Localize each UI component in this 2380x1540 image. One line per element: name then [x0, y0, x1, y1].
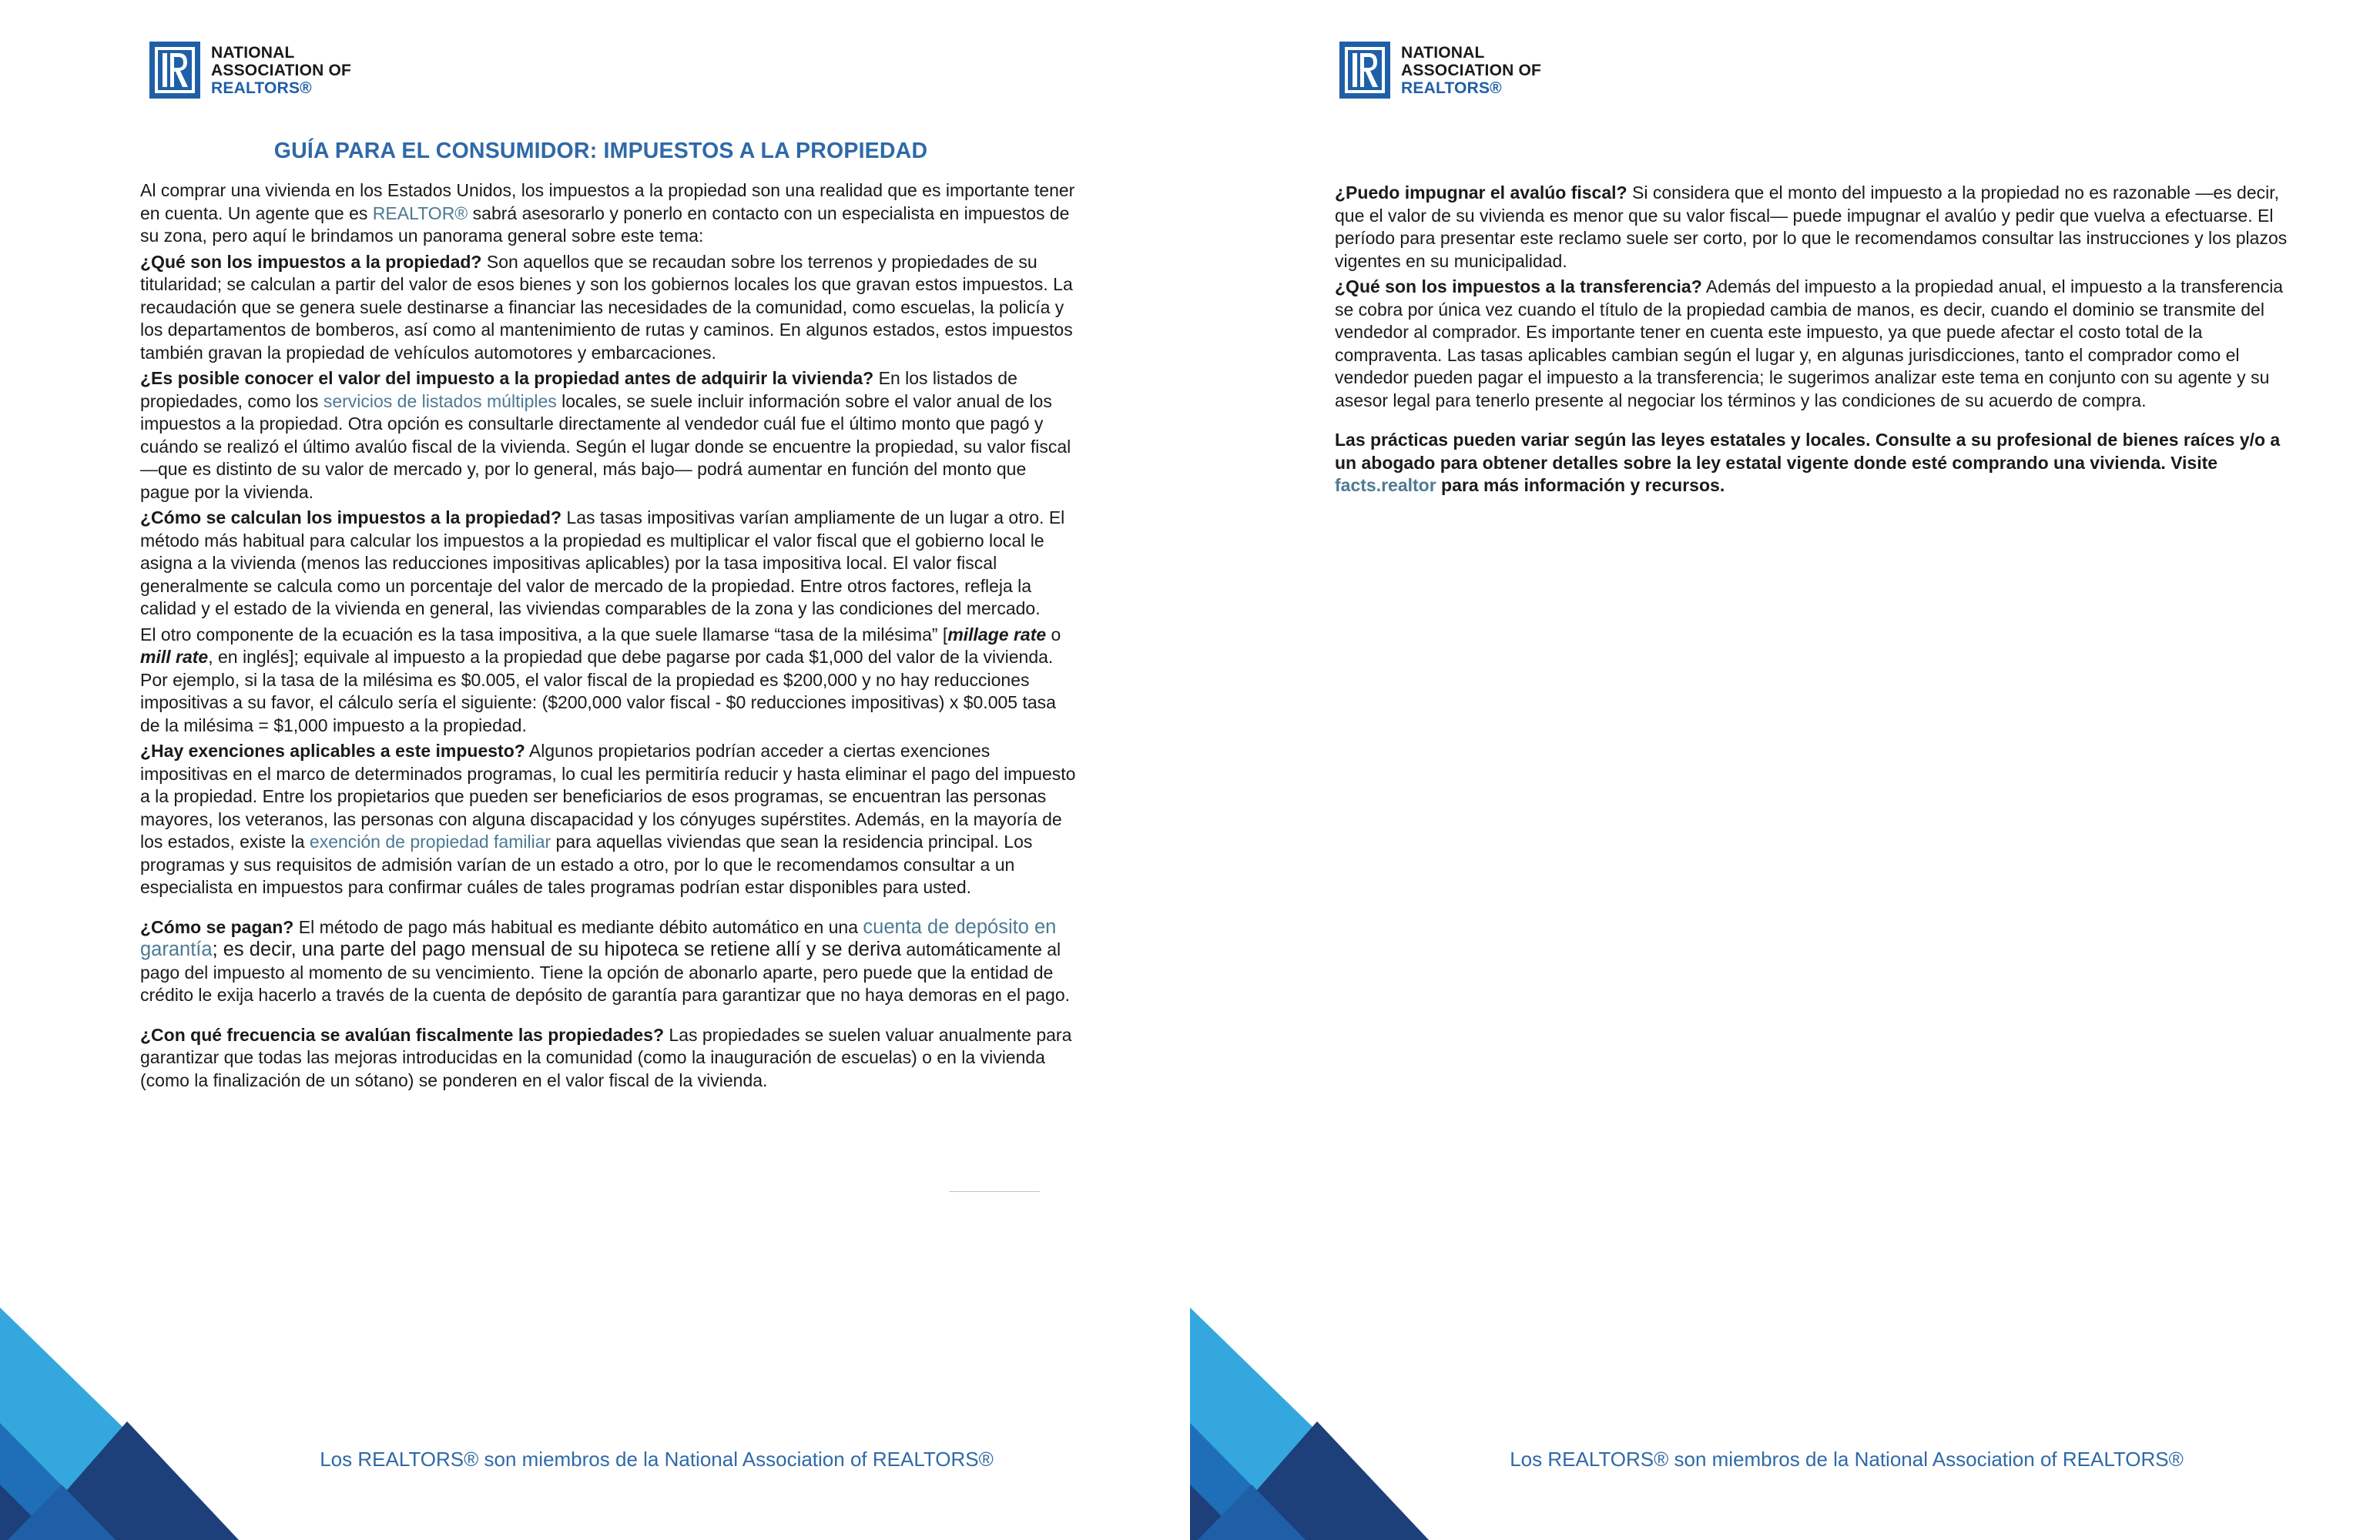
intro-paragraph [140, 179, 1080, 248]
faq-text: Además del impuesto a la propiedad anual, el impuesto a la transferencia se cobra por única vez cuando el título de la propiedad cambia de manos, es decir, cuando el dominio se transmite del vendedor al comprador. Es importante tener en cuenta este impuesto, ya que puede afectar el costo total de la compraventa. Las tasas aplicables cambian según el lugar y, en algunas jurisdicciones, tanto el comprador como el vendedor pueden pagar el impuesto a la transferencia; le sugerimos analizar este tema en conjunto con su agente y su asesor legal para tenerlo presente al negociar los términos y las condiciones de su acuerdo de compra. [1335, 276, 2284, 410]
faq-heading: ¿Hay exenciones aplicables a este impuesto? [140, 741, 525, 761]
intro-text-1: Al comprar una vivienda en los Estados Unidos, los impuestos a la propiedad son una realidad que es importante tener en cuenta. Un agente que es [140, 180, 1075, 223]
faq-how-often-assessed [140, 1024, 1080, 1093]
closing-text: para más información y recursos. [1436, 475, 1725, 495]
logo-wordmark [211, 44, 351, 97]
faq-how-paid [140, 916, 1080, 1007]
closing-disclaimer [1335, 429, 2290, 497]
faq-text: locales, se suele incluir información sobre el valor anual de los impuestos a la propiedad. Otra opción es consultarle directamente al vendedor cuál fue el último monto que pagó y cuándo se realizó el último avalúo fiscal de la vivienda. Según el lugar donde se encuentre la propiedad, su valor fiscal —que es distinto de su valor de mercado y, por lo general, más bajo— podrá aumentar en función del monto que pague por la vivienda. [140, 390, 1071, 502]
divider-line [949, 1191, 1040, 1192]
faq-heading: ¿Puedo impugnar el avalúo fiscal? [1335, 182, 1627, 203]
faq-exemptions [140, 740, 1080, 899]
faq-text: Algunos propietarios podrían acceder a ciertas exenciones impositivas en el marco de determinados programas, lo cual les permitiría reducir y hasta eliminar el pago del impuesto a la propiedad. Entre los propietarios que pueden ser beneficiarios de esos programas, se encuentran las personas mayores, los veteranos, las personas con alguna discapacidad y los cónyuges supérstites. Además, en la mayoría de los estados, existe la [140, 741, 1076, 852]
logo-wordmark [1401, 44, 1541, 97]
faq-text: ; es decir, una parte del pago mensual de su hipoteca se retiene allí y se deriva [212, 939, 902, 960]
millage-rate-term: millage rate [947, 624, 1047, 644]
mill-rate-term: mill rate [140, 647, 209, 667]
closing-text: Las prácticas pueden variar según las leyes estatales y locales. Consulte a su profesional de bienes raíces y/o a un abogado para obtener detalles sobre la ley estatal vigente donde esté comprando una vivienda. Visite [1335, 430, 2281, 473]
faq-text: , en inglés]; equivale al impuesto a la propiedad que debe pagarse por cada $1,000 del valor de la vivienda. Por ejemplo, si la tasa de la milésima es $0.005, el valor fiscal de la propiedad es $200,000 y no hay reducciones impositivas a su favor, el cálculo sería el siguiente: ($200,000 valor fiscal - $0 reducciones impositivas) x $0.005 tasa de la milésima = $1,000 impuesto a la propiedad. [140, 647, 1056, 735]
nar-logo [149, 42, 351, 99]
homestead-exemption-link[interactable]: exención de propiedad familiar [309, 832, 551, 852]
footer-text: Los REALTORS® son miembros de la National Association of REALTORS® [1510, 1448, 2184, 1471]
logo-line-3: REALTORS® [211, 79, 312, 97]
faq-transfer-taxes [1335, 276, 2290, 412]
facts-realtor-link[interactable]: facts.realtor [1335, 475, 1436, 495]
faq-text: Las tasas impositivas varían ampliamente de un lugar a otro. El método más habitual para calcular los impuestos a la propiedad es multiplicar el valor fiscal que el gobierno local le asigna a la vivienda (menos las reducciones impositivas aplicables) por la tasa impositiva local. El valor fiscal generalmente se calcula como un porcentaje del valor de mercado de la propiedad. Entre otros factores, refleja la calidad y el estado de la vivienda en general, las viviendas comparables de la zona y las condiciones del mercado. [140, 507, 1065, 618]
mls-link[interactable]: servicios de listados múltiples [323, 390, 557, 411]
faq-heading: ¿Con qué frecuencia se avalúan fiscalmente las propiedades? [140, 1024, 665, 1045]
faq-text: para aquellas viviendas que sean la residencia principal. Los programas y sus requisitos de admisión varían de un estado a otro, por lo que le recomendamos consultar a un especialista en impuestos para confirmar cuáles de tales programas podrían estar disponibles para usted. [140, 832, 1033, 897]
intro-text-2: sabrá asesorarlo y ponerlo en contacto con un especialista en impuestos de su zona, pero aquí le brindamos un panorama general sobre este tema: [140, 203, 1070, 246]
faq-heading: ¿Cómo se calculan los impuestos a la propiedad? [140, 507, 562, 527]
logo-line-3: REALTORS® [1401, 79, 1502, 97]
logo-line-2: ASSOCIATION OF [211, 61, 352, 79]
realtor-link[interactable]: REALTOR® [372, 203, 468, 223]
faq-know-before-buying [140, 367, 1080, 504]
faq-text: Las propiedades se suelen valuar anualmente para garantizar que todas las mejoras introducidas en la comunidad (como la inauguración de escuelas) o en la vivienda (como la finalización de un sótano) se ponderen en el valor fiscal de la vivienda. [140, 1024, 1072, 1090]
faq-text: Son aquellos que se recaudan sobre los terrenos y propiedades de su titularidad; se calculan a partir del valor de esos bienes y son los gobiernos locales los que gravan estos impuestos. La recaudación que se genera suele destinarse a financiar las necesidades de la comunidad, como escuelas, la policía y los departamentos de bomberos, así como al mantenimiento de rutas y caminos. En algunos estados, estos impuestos también gravan la propiedad de vehículos automotores y embarcaciones. [140, 251, 1073, 363]
faq-text: El método de pago más habitual es mediante débito automático en una [293, 916, 863, 937]
escrow-account-link[interactable]: cuenta de depósito en garantía [140, 916, 1057, 960]
faq-heading: ¿Qué son los impuestos a la propiedad? [140, 251, 482, 272]
corner-triangles-graphic [1190, 1307, 1429, 1540]
faq-text: El otro componente de la ecuación es la tasa impositiva, a la que suele llamarse “tasa de la milésima” [ [140, 624, 948, 644]
faq-text: o [1046, 624, 1061, 644]
document-title: GUÍA PARA EL CONSUMIDOR: IMPUESTOS A LA PROPIEDAD [273, 139, 928, 163]
faq-heading: ¿Cómo se pagan? [140, 916, 294, 937]
logo-line-1: NATIONAL [211, 43, 295, 62]
realtor-r-logo-icon [1339, 42, 1390, 99]
faq-heading: ¿Qué son los impuestos a la transferencia? [1335, 276, 1702, 296]
left-body [140, 179, 1080, 1095]
faq-what-are-taxes [140, 251, 1080, 365]
nar-logo [1339, 42, 1541, 99]
faq-millage-rate [140, 624, 1080, 738]
logo-line-1: NATIONAL [1401, 43, 1485, 62]
faq-appeal-assessment [1335, 182, 2290, 273]
faq-how-calculated [140, 507, 1080, 621]
right-body [1335, 182, 2290, 500]
realtor-r-logo-icon [149, 42, 200, 99]
faq-text: En los listados de propiedades, como los [140, 368, 1017, 411]
footer-text: Los REALTORS® son miembros de la National Association of REALTORS® [320, 1448, 994, 1471]
logo-line-2: ASSOCIATION OF [1401, 61, 1542, 79]
faq-text: Si considera que el monto del impuesto a la propiedad no es razonable —es decir, que el valor de su vivienda es menor que su valor fiscal— puede impugnar el avalúo y pedir que vuelva a efectuarse. El período para presentar este reclamo suele ser corto, por lo que le recomendamos consultar las instrucciones y los plazos vigentes en su municipalidad. [1335, 182, 2288, 271]
faq-heading: ¿Es posible conocer el valor del impuesto a la propiedad antes de adquirir la vivienda? [140, 368, 874, 388]
page-right [1190, 0, 2380, 1540]
faq-text: automáticamente al pago del impuesto al momento de su vencimiento. Tiene la opción de abonarlo aparte, pero puede que la entidad de crédito le exija hacerlo a través de la cuenta de depósito de garantía para garantizar que no haya demoras en el pago. [140, 939, 1071, 1005]
corner-triangles-graphic [0, 1307, 239, 1540]
